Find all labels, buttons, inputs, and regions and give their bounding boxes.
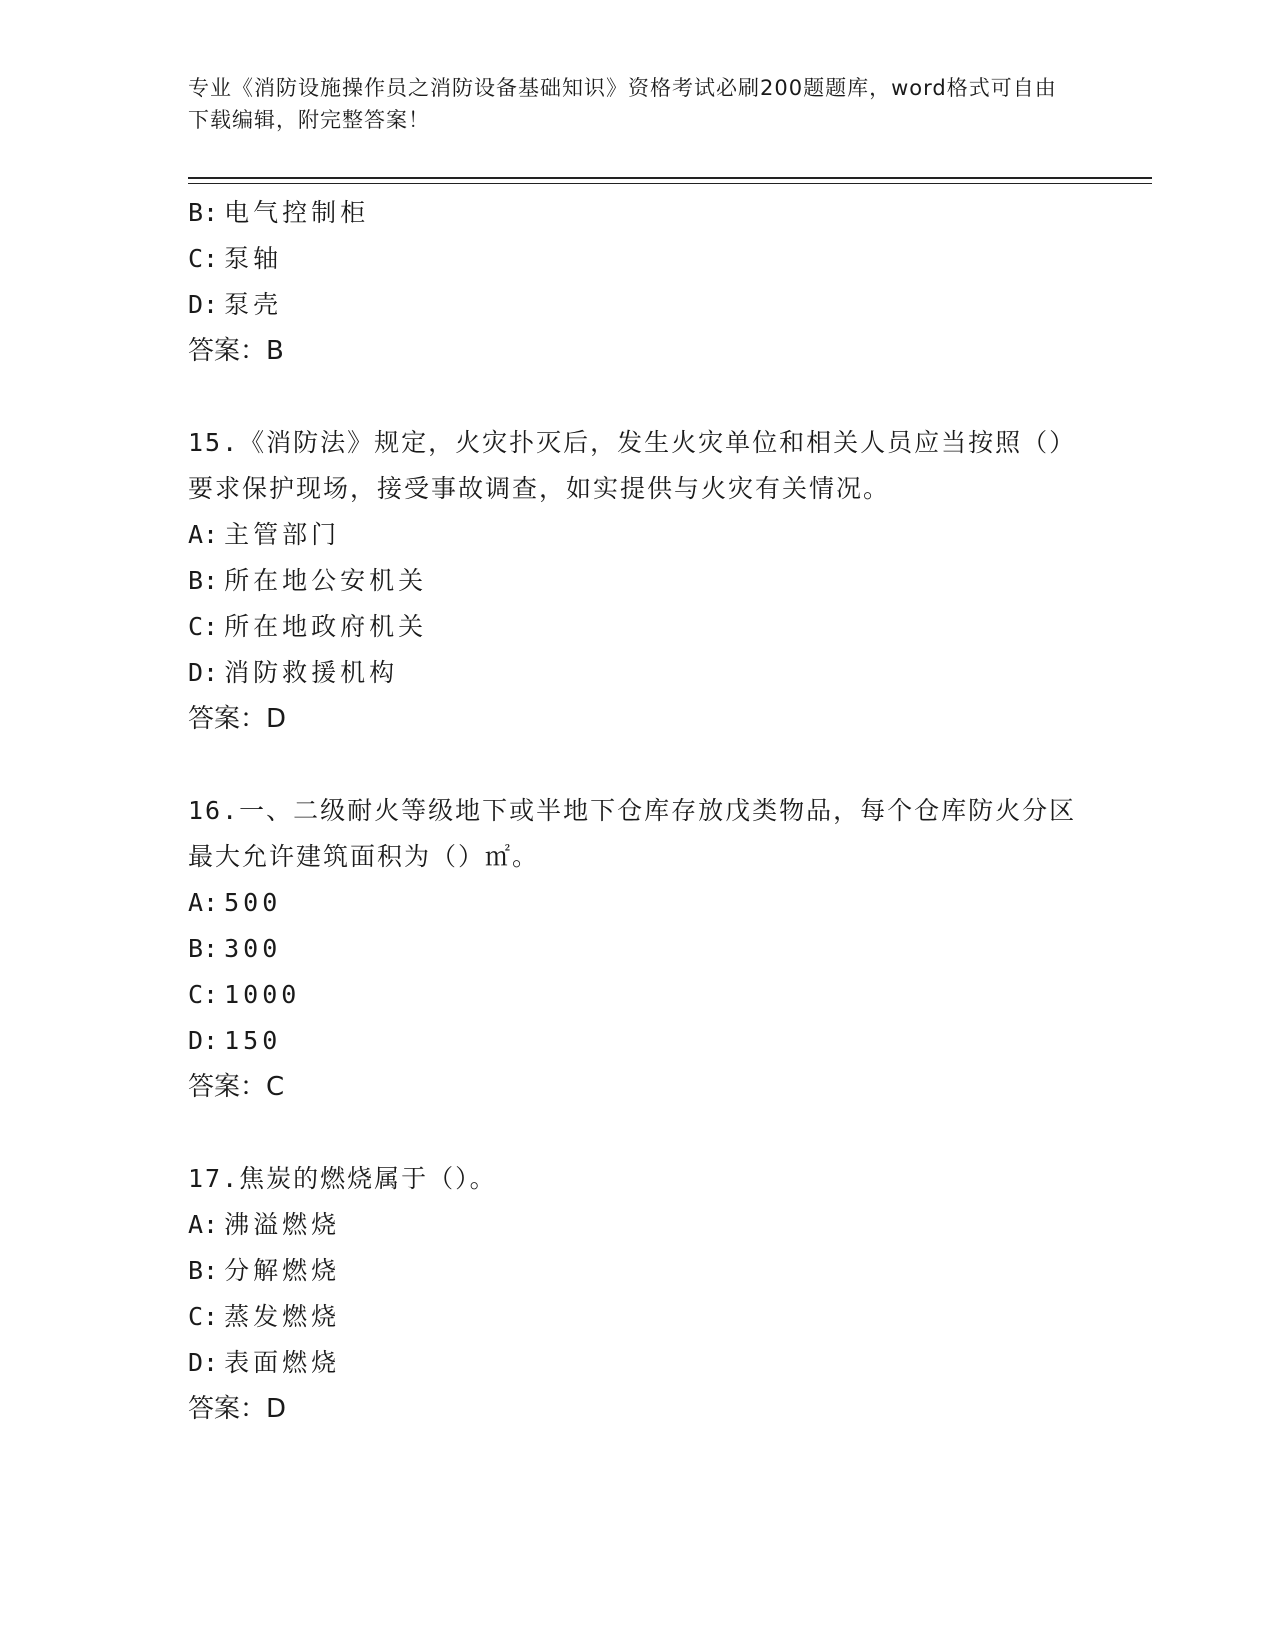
option-label: A: [188, 888, 219, 917]
option-text: 300 [224, 934, 282, 963]
option-line [188, 1248, 1088, 1294]
question-16 [188, 788, 1088, 1110]
option-label: D: [188, 290, 219, 319]
option-line [188, 880, 1088, 926]
answer-line: 答案：B [188, 336, 284, 366]
answer-line: 答案：D [188, 704, 287, 734]
option-text: 分解燃烧 [224, 1256, 341, 1285]
question-content [188, 190, 1088, 1432]
option-line [188, 650, 1088, 696]
carryover-question [188, 190, 1088, 374]
option-label: A: [188, 520, 219, 549]
option-line [188, 190, 1088, 236]
option-text: 150 [224, 1026, 282, 1055]
option-text: 泵轴 [224, 244, 283, 273]
question-stem: 16.一、二级耐火等级地下或半地下仓库存放戊类物品，每个仓库防火分区最大允许建筑面积为（）㎡。 [188, 796, 1077, 871]
option-label: B: [188, 1256, 219, 1285]
option-line [188, 926, 1088, 972]
spacer [188, 1110, 1088, 1156]
page-header: 专业《消防设施操作员之消防设备基础知识》资格考试必刷200题题库，word格式可自由下载编辑，附完整答案！ [188, 76, 1057, 132]
option-text: 500 [224, 888, 282, 917]
option-label: B: [188, 566, 219, 595]
answer-line: 答案：D [188, 1394, 287, 1424]
option-text: 所在地政府机关 [224, 612, 428, 641]
option-label: C: [188, 244, 219, 273]
spacer [188, 742, 1088, 788]
option-line [188, 1202, 1088, 1248]
option-text: 蒸发燃烧 [224, 1302, 341, 1331]
option-label: D: [188, 1348, 219, 1377]
option-text: 沸溢燃烧 [224, 1210, 341, 1239]
option-line [188, 972, 1088, 1018]
option-text: 表面燃烧 [224, 1348, 341, 1377]
option-label: B: [188, 934, 219, 963]
option-line [188, 512, 1088, 558]
option-label: A: [188, 1210, 219, 1239]
answer-line: 答案：C [188, 1072, 285, 1102]
option-line [188, 604, 1088, 650]
header-rule-thin [188, 183, 1152, 184]
option-text: 电气控制柜 [224, 198, 370, 227]
header-rule-thick [188, 177, 1152, 179]
option-line [188, 1294, 1088, 1340]
option-line [188, 1340, 1088, 1386]
option-text: 所在地公安机关 [224, 566, 428, 595]
question-15 [188, 420, 1088, 742]
option-line [188, 1018, 1088, 1064]
option-label: D: [188, 1026, 219, 1055]
option-text: 1000 [224, 980, 301, 1009]
option-line [188, 558, 1088, 604]
spacer [188, 374, 1088, 420]
option-text: 泵壳 [224, 290, 283, 319]
option-label: D: [188, 658, 219, 687]
option-text: 消防救援机构 [224, 658, 399, 687]
option-label: B: [188, 198, 219, 227]
option-label: C: [188, 612, 219, 641]
option-line [188, 236, 1088, 282]
question-stem: 15.《消防法》规定，火灾扑灭后，发生火灾单位和相关人员应当按照（）要求保护现场，接受事故调查，如实提供与火灾有关情况。 [188, 428, 1077, 503]
option-label: C: [188, 1302, 219, 1331]
question-stem: 17.焦炭的燃烧属于（）。 [188, 1164, 497, 1193]
option-label: C: [188, 980, 219, 1009]
option-text: 主管部门 [224, 520, 341, 549]
question-17 [188, 1156, 1088, 1432]
option-line [188, 282, 1088, 328]
